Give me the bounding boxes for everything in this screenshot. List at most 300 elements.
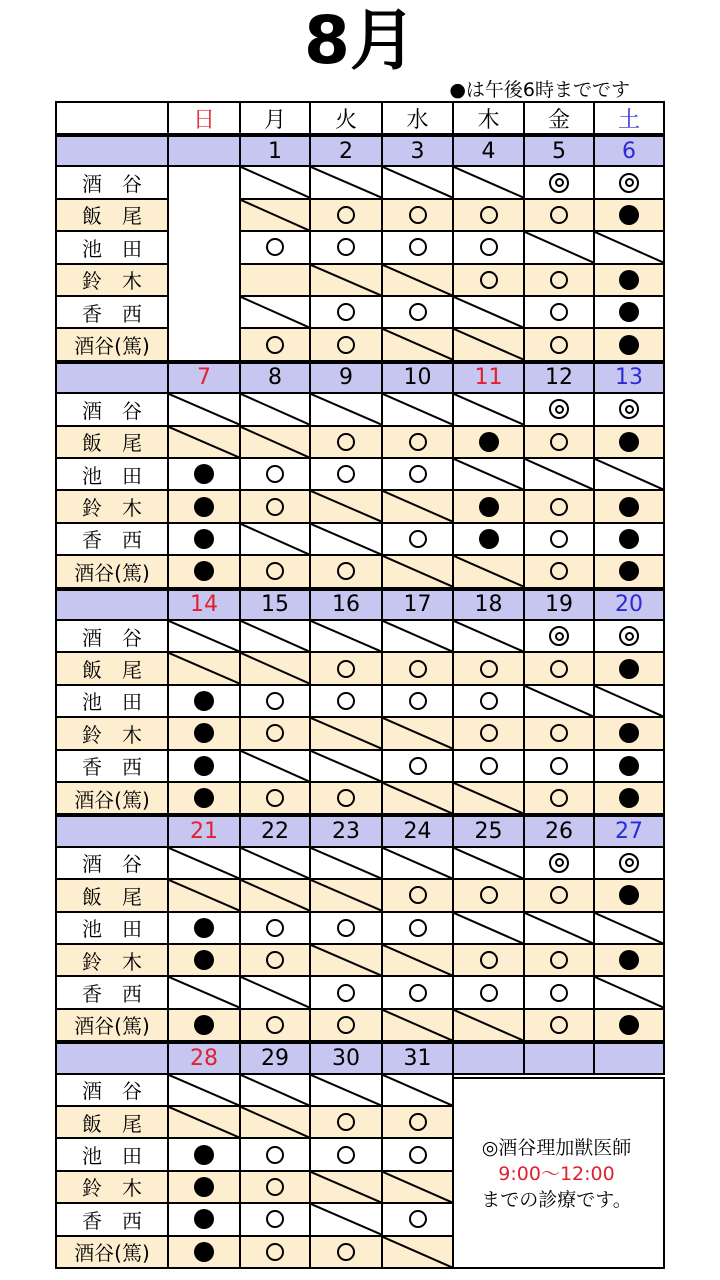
schedule-cell [381,295,454,329]
closed-slash-icon [383,621,452,651]
schedule-cell [239,1137,311,1171]
open-circle-icon [266,951,284,969]
schedule-cell [381,1008,454,1042]
open-circle-icon [337,206,355,224]
schedule-cell [381,1137,454,1171]
open-circle-icon [266,789,284,807]
schedule-cell [239,522,311,556]
closed-slash-icon [241,977,309,1007]
doctor-name: 酒 谷 [55,1073,169,1107]
schedule-cell [239,1235,311,1269]
closed-slash-icon [311,394,381,424]
closed-slash-icon [383,394,452,424]
filled-circle-icon [619,529,639,549]
schedule-cell [239,1202,311,1236]
date-cell: 11 [452,360,525,394]
schedule-cell [239,198,311,232]
open-circle-icon [409,1146,427,1164]
doctor-name: 酒谷(篤) [55,554,169,588]
schedule-cell [167,1073,241,1107]
filled-circle-icon [619,659,639,679]
schedule-cell [452,749,525,783]
schedule-cell [593,749,665,783]
schedule-cell [309,327,383,361]
header-day: 月 [239,101,311,135]
schedule-cell [239,749,311,783]
schedule-cell [309,619,383,653]
schedule-cell [167,522,241,556]
schedule-cell [381,878,454,912]
filled-circle-icon [619,205,639,225]
closed-slash-icon [311,1075,381,1105]
open-circle-icon [480,951,498,969]
doctor-name: 酒谷(篤) [55,781,169,815]
filled-circle-icon [194,1145,214,1165]
doctor-name: 酒 谷 [55,165,169,199]
schedule-cell [239,943,311,977]
open-circle-icon [409,692,427,710]
schedule-cell [239,554,311,588]
closed-slash-icon [241,848,309,878]
closed-slash-icon [169,394,239,424]
schedule-cell [452,457,525,491]
filled-circle-icon [194,950,214,970]
closed-slash-icon [169,848,239,878]
filled-circle-icon [194,1177,214,1197]
week-label-cell [55,360,169,394]
schedule-cell [523,554,595,588]
date-cell: 1 [239,133,311,167]
page-title: 8月 [304,2,416,79]
closed-slash-icon [383,848,452,878]
filled-circle-icon [619,432,639,452]
schedule-cell [167,489,241,523]
schedule-cell [452,684,525,718]
schedule-cell [523,846,595,880]
schedule-cell [167,846,241,880]
schedule-cell [381,1170,454,1204]
schedule-cell [167,457,241,491]
filled-circle-icon [619,335,639,355]
open-circle-icon [337,433,355,451]
closed-slash-icon [241,200,309,230]
schedule-cell [167,878,241,912]
schedule-cell [381,716,454,750]
schedule-cell [309,554,383,588]
schedule-cell [309,749,383,783]
open-circle-icon [550,562,568,580]
closed-slash-icon [383,783,452,813]
schedule-cell [523,392,595,426]
schedule-cell [309,295,383,329]
filled-circle-icon [194,788,214,808]
date-cell [452,1040,525,1074]
open-circle-icon [550,757,568,775]
filled-circle-icon [194,529,214,549]
closed-slash-icon [383,167,452,197]
schedule-cell [523,425,595,459]
schedule-cell [593,781,665,815]
schedule-cell [239,684,311,718]
closed-slash-icon [383,491,452,521]
schedule-cell [452,327,525,361]
schedule-cell [309,846,383,880]
schedule-cell [167,1137,241,1171]
header-day: 木 [452,101,525,135]
schedule-cell [167,943,241,977]
schedule-cell [167,781,241,815]
schedule-cell [593,425,665,459]
doctor-name: 鈴 木 [55,263,169,297]
filled-circle-icon [619,497,639,517]
open-circle-icon [266,1243,284,1261]
closed-slash-icon [169,427,239,457]
schedule-cell [523,489,595,523]
open-circle-icon [409,303,427,321]
schedule-cell [239,1170,311,1204]
schedule-cell [593,651,665,685]
schedule-cell [593,975,665,1009]
date-cell: 12 [523,360,595,394]
schedule-cell [239,392,311,426]
open-circle-icon [337,336,355,354]
open-circle-icon [550,271,568,289]
schedule-cell [167,651,241,685]
doctor-name: 香 西 [55,522,169,556]
header-day: 金 [523,101,595,135]
schedule-cell [523,198,595,232]
schedule-cell [309,975,383,1009]
schedule-cell [309,1170,383,1204]
closed-slash-icon [383,1237,452,1267]
open-circle-icon [550,724,568,742]
closed-slash-icon [169,880,239,910]
schedule-cell [452,943,525,977]
schedule-cell [452,781,525,815]
header-day: 水 [381,101,454,135]
schedule-cell [523,230,595,264]
open-circle-icon [337,692,355,710]
schedule-cell [309,651,383,685]
open-circle-icon [337,660,355,678]
schedule-cell [381,781,454,815]
schedule-cell [239,165,311,199]
schedule-cell [381,1235,454,1269]
closed-slash-icon [383,1010,452,1040]
date-cell: 27 [593,813,665,847]
closed-slash-icon [241,653,309,683]
date-cell: 2 [309,133,383,167]
schedule-cell [167,749,241,783]
closed-slash-icon [383,1075,452,1105]
filled-circle-icon [619,885,639,905]
schedule-cell [593,263,665,297]
schedule-cell [239,489,311,523]
schedule-cell [167,619,241,653]
schedule-cell [452,295,525,329]
closed-slash-icon [525,686,593,716]
schedule-cell [239,425,311,459]
open-circle-icon [266,336,284,354]
closed-slash-icon [454,621,523,651]
closed-slash-icon [383,1172,452,1202]
schedule-cell [167,554,241,588]
schedule-cell [381,263,454,297]
schedule-cell [452,230,525,264]
closed-slash-icon [311,524,381,554]
schedule-cell [239,846,311,880]
schedule-cell [593,1008,665,1042]
schedule-cell [381,425,454,459]
note-line: までの診療です。 [481,1189,632,1211]
open-circle-icon [337,1016,355,1034]
filled-circle-icon [194,918,214,938]
open-circle-icon [337,919,355,937]
doctor-name: 池 田 [55,911,169,945]
open-circle-icon [480,238,498,256]
schedule-cell [309,1008,383,1042]
closed-slash-icon [241,167,309,197]
filled-circle-icon [194,561,214,581]
filled-circle-icon [619,302,639,322]
open-circle-icon [409,206,427,224]
closed-slash-icon [241,751,309,781]
closed-slash-icon [454,913,523,943]
double-circle-icon [619,853,639,873]
open-circle-icon [337,303,355,321]
doctor-name: 香 西 [55,975,169,1009]
schedule-cell [452,975,525,1009]
schedule-cell [452,911,525,945]
schedule-cell [523,522,595,556]
schedule-cell [523,1008,595,1042]
closed-slash-icon [525,232,593,262]
schedule-cell [523,749,595,783]
date-cell: 8 [239,360,311,394]
date-cell: 23 [309,813,383,847]
schedule-cell [381,619,454,653]
date-cell: 20 [593,587,665,621]
schedule-cell [381,651,454,685]
date-cell: 7 [167,360,241,394]
date-cell [167,133,241,167]
date-cell: 16 [309,587,383,621]
open-circle-icon [550,498,568,516]
open-circle-icon [409,433,427,451]
open-circle-icon [337,1243,355,1261]
schedule-cell [167,1170,241,1204]
double-circle-icon [619,173,639,193]
closed-slash-icon [383,265,452,295]
closed-slash-icon [454,459,523,489]
schedule-cell [309,198,383,232]
date-cell: 15 [239,587,311,621]
schedule-cell [523,619,595,653]
schedule-cell [381,489,454,523]
schedule-cell [381,1105,454,1139]
schedule-cell [523,684,595,718]
schedule-cell [309,165,383,199]
doctor-name: 飯 尾 [55,1105,169,1139]
schedule-cell [309,1235,383,1269]
schedule-cell [593,943,665,977]
schedule-cell [167,716,241,750]
closed-slash-icon [311,848,381,878]
schedule-cell [593,165,665,199]
date-cell: 17 [381,587,454,621]
schedule-cell [309,263,383,297]
open-circle-icon [266,1146,284,1164]
filled-circle-icon [194,723,214,743]
closed-slash-icon [311,1172,381,1202]
doctor-name: 飯 尾 [55,651,169,685]
schedule-cell [239,651,311,685]
schedule-cell [309,522,383,556]
open-circle-icon [550,886,568,904]
date-cell [523,1040,595,1074]
double-circle-icon [549,399,569,419]
filled-circle-icon [479,497,499,517]
double-circle-icon [619,626,639,646]
schedule-cell [452,263,525,297]
schedule-cell [309,716,383,750]
open-circle-icon [337,562,355,580]
closed-slash-icon [454,556,523,586]
open-circle-icon [409,530,427,548]
open-circle-icon [480,660,498,678]
schedule-cell [523,165,595,199]
closed-slash-icon [595,913,663,943]
schedule-cell [309,911,383,945]
schedule-cell [452,522,525,556]
schedule-cell [452,619,525,653]
filled-circle-icon [619,561,639,581]
date-cell: 10 [381,360,454,394]
closed-slash-icon [311,621,381,651]
open-circle-icon [409,757,427,775]
doctor-name: 飯 尾 [55,198,169,232]
schedule-cell [381,1202,454,1236]
schedule-cell [452,651,525,685]
schedule-cell [593,716,665,750]
closed-slash-icon [241,394,309,424]
open-circle-icon [409,886,427,904]
schedule-cell [239,1073,311,1107]
open-circle-icon [550,433,568,451]
schedule-cell [309,425,383,459]
closed-slash-icon [311,1204,381,1234]
double-circle-icon [549,626,569,646]
schedule-cell [309,943,383,977]
week-label-cell [55,813,169,847]
closed-slash-icon [383,945,452,975]
schedule-cell [239,327,311,361]
date-cell: 30 [309,1040,383,1074]
filled-circle-icon [194,756,214,776]
doctor-name: 池 田 [55,457,169,491]
schedule-cell [239,1105,311,1139]
schedule-cell [523,327,595,361]
closed-slash-icon [454,167,523,197]
schedule-cell [239,457,311,491]
schedule-cell [381,198,454,232]
schedule-cell [593,522,665,556]
schedule-cell [593,554,665,588]
note-line: ◎酒谷理加獣医師 [481,1137,632,1159]
schedule-cell [523,911,595,945]
schedule-cell [452,846,525,880]
closed-slash-icon [169,621,239,651]
double-circle-icon [549,173,569,193]
closed-slash-icon [383,329,452,359]
date-cell: 19 [523,587,595,621]
open-circle-icon [266,498,284,516]
header-corner [55,101,169,135]
schedule-cell [381,846,454,880]
closed-slash-icon [595,232,663,262]
closed-slash-icon [169,1107,239,1137]
schedule-cell [593,684,665,718]
schedule-cell [381,684,454,718]
schedule-cell [239,878,311,912]
doctor-name: 鈴 木 [55,489,169,523]
schedule-cell [167,1008,241,1042]
header-day: 日 [167,101,241,135]
filled-circle-icon [194,464,214,484]
schedule-cell [593,846,665,880]
filled-circle-icon [194,1209,214,1229]
schedule-cell [523,263,595,297]
closed-slash-icon [311,718,381,748]
closed-slash-icon [241,1107,309,1137]
closed-slash-icon [454,848,523,878]
schedule-cell [523,781,595,815]
closed-slash-icon [241,524,309,554]
schedule-cell [239,230,311,264]
closed-slash-icon [311,265,381,295]
open-circle-icon [550,1016,568,1034]
schedule-cell [167,975,241,1009]
closed-slash-icon [311,945,381,975]
doctor-name: 飯 尾 [55,425,169,459]
schedule-cell [309,489,383,523]
date-cell: 5 [523,133,595,167]
open-circle-icon [266,1210,284,1228]
open-circle-icon [480,206,498,224]
evening-note: ●は午後6時までです [449,79,630,101]
open-circle-icon [266,238,284,256]
closed-slash-icon [454,394,523,424]
closed-slash-icon [311,167,381,197]
open-circle-icon [550,530,568,548]
schedule-cell [593,392,665,426]
schedule-cell [523,295,595,329]
schedule-cell [381,327,454,361]
open-circle-icon [550,984,568,1002]
open-circle-icon [266,465,284,483]
schedule-cell [452,165,525,199]
doctor-name: 鈴 木 [55,1170,169,1204]
schedule-cell [381,230,454,264]
open-circle-icon [480,984,498,1002]
schedule-cell [452,198,525,232]
footnote-frame [452,1077,665,1269]
open-circle-icon [550,336,568,354]
closed-slash-icon [241,621,309,651]
date-cell: 28 [167,1040,241,1074]
schedule-cell [309,1105,383,1139]
schedule-cell [593,489,665,523]
